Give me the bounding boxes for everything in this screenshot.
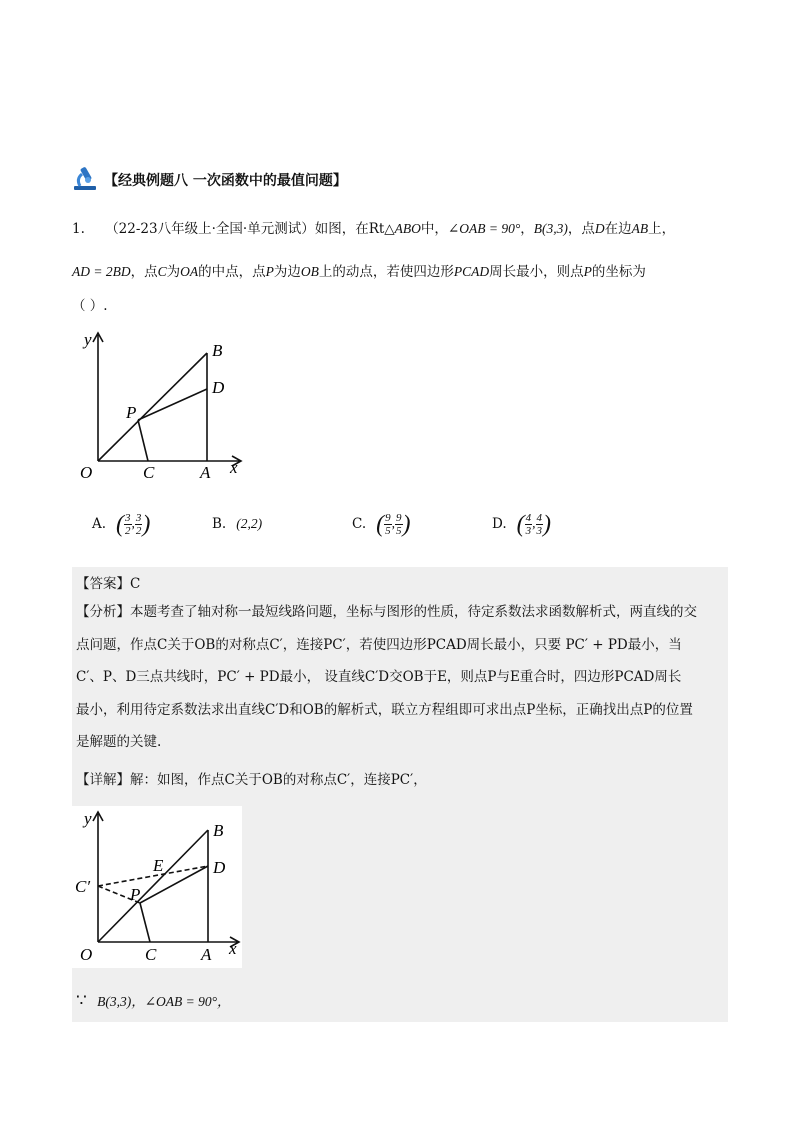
- label-b: B: [213, 821, 224, 840]
- label-p: P: [130, 885, 141, 904]
- text: 上的动点，若使四边形: [318, 264, 454, 280]
- option-c-value: ( $\frac{9}{5}$ , $\frac{9}{5}$ ): [376, 511, 411, 537]
- text: 为: [166, 264, 181, 280]
- text: ，点: [130, 264, 158, 280]
- label-a: A: [201, 945, 212, 964]
- point-p: P: [265, 264, 274, 279]
- denominator: 3: [525, 524, 532, 537]
- option-a-label: A.: [92, 516, 107, 532]
- label-o: O: [80, 945, 93, 964]
- numerator: 9: [385, 511, 391, 524]
- figure-2: [72, 806, 242, 968]
- analysis-line-2: 点问题，作点C关于OB的对称点C′，连接PC′，若使四边形PCAD周长最小，只要 PC′ + PD最小，当: [76, 637, 682, 653]
- point-b-coord: B(3,3): [533, 221, 568, 236]
- figure-1: [72, 325, 262, 485]
- text: 上，: [648, 221, 676, 237]
- numerator: 3: [135, 511, 142, 524]
- denominator: 3: [536, 524, 543, 537]
- label-c: C: [145, 945, 157, 964]
- text: ，: [520, 221, 534, 237]
- text: 为边: [273, 264, 301, 280]
- therefore-symbol: ∵: [76, 991, 87, 1011]
- denominator: 2: [135, 524, 142, 537]
- option-b[interactable]: [212, 506, 262, 542]
- question-line-2: [72, 262, 646, 282]
- label-c: C: [143, 463, 155, 482]
- segment-oa: OA: [180, 264, 199, 279]
- detail-line: 【详解】解：如图，作点C关于OB的对称点C′，连接PC′，: [76, 772, 427, 788]
- segment-pc: [138, 420, 148, 461]
- label-y: y: [84, 330, 92, 349]
- answer-line: 【答案】C: [76, 576, 141, 592]
- option-b-label: B.: [212, 516, 227, 532]
- label-o: O: [80, 463, 93, 482]
- numerator: 9: [396, 511, 402, 524]
- label-e: E: [153, 856, 164, 875]
- label-d: D: [212, 378, 225, 397]
- segment-ob: [98, 353, 207, 461]
- option-c[interactable]: [352, 506, 411, 542]
- label-d: D: [213, 858, 226, 877]
- option-d-value: ( $\frac{4}{3}$ , $\frac{4}{3}$ ): [516, 511, 552, 537]
- text: 的中点，点: [198, 264, 266, 280]
- denominator: 2: [125, 524, 131, 537]
- label-c-prime: C′: [75, 877, 91, 896]
- label-y: y: [84, 809, 92, 828]
- denominator: 5: [385, 524, 391, 537]
- option-d[interactable]: [492, 506, 551, 542]
- option-a[interactable]: [92, 506, 150, 542]
- analysis-line-5: 是解题的关键.: [76, 734, 162, 750]
- section-title: 【经典例题八 一次函数中的最值问题】: [104, 173, 347, 189]
- question-line-3: （ ）.: [72, 298, 108, 314]
- since-line: [76, 990, 231, 1011]
- option-b-value: (2,2): [236, 516, 263, 531]
- since-condition: B(3,3)，∠OAB = 90°，: [97, 994, 231, 1009]
- label-p: P: [126, 403, 137, 422]
- section-heading: [72, 166, 347, 194]
- point-p: P: [583, 264, 592, 279]
- question-line-1: [72, 219, 675, 239]
- text: 在边: [604, 221, 632, 237]
- rt-symbol: Rt△: [368, 221, 395, 237]
- numerator: 4: [536, 511, 543, 524]
- numerator: 3: [125, 511, 131, 524]
- analysis-line-1: 【分析】本题考查了轴对称一最短线路问题，坐标与图形的性质，待定系数法求函数解析式，两直线的交: [76, 604, 697, 620]
- label-a: A: [200, 463, 211, 482]
- microscope-icon: [72, 165, 100, 195]
- point-d: D: [594, 221, 605, 236]
- question-number: 1.: [72, 221, 85, 237]
- text: 的坐标为: [591, 264, 646, 280]
- numerator: 4: [525, 511, 532, 524]
- point-c: C: [157, 264, 167, 279]
- question-source: （22-23八年级上·全国·单元测试）如图，在: [105, 221, 369, 237]
- option-c-label: C.: [352, 516, 367, 532]
- triangle-abo: ABO: [394, 221, 421, 236]
- label-x: x: [230, 458, 238, 477]
- text: ，点: [567, 221, 595, 237]
- text: 中，: [420, 221, 448, 237]
- analysis-line-4: 最小，利用待定系数法求出直线C′D和OB的解析式，联立方程组即可求出点P坐标，正确找出点P的位置: [76, 702, 693, 718]
- quadrilateral-pcad: PCAD: [453, 264, 490, 279]
- angle-oab: ∠OAB = 90°: [447, 221, 521, 236]
- side-ab: AB: [631, 221, 649, 236]
- label-b: B: [212, 341, 223, 360]
- option-d-label: D.: [492, 516, 507, 532]
- segment-ob: OB: [300, 264, 319, 279]
- text: 周长最小，则点: [489, 264, 584, 280]
- analysis-line-3: C′、P、D三点共线时，PC′ + PD最小， 设直线C′D交OB于E，则点P与E重合时，四边形PCAD周长: [76, 669, 682, 685]
- label-x: x: [229, 939, 237, 958]
- segment-pd: [138, 389, 207, 420]
- ad-equation: AD = 2BD: [72, 264, 131, 279]
- option-a-value: ( $\frac{3}{2}$ , $\frac{3}{2}$ ): [116, 511, 151, 537]
- denominator: 5: [396, 524, 402, 537]
